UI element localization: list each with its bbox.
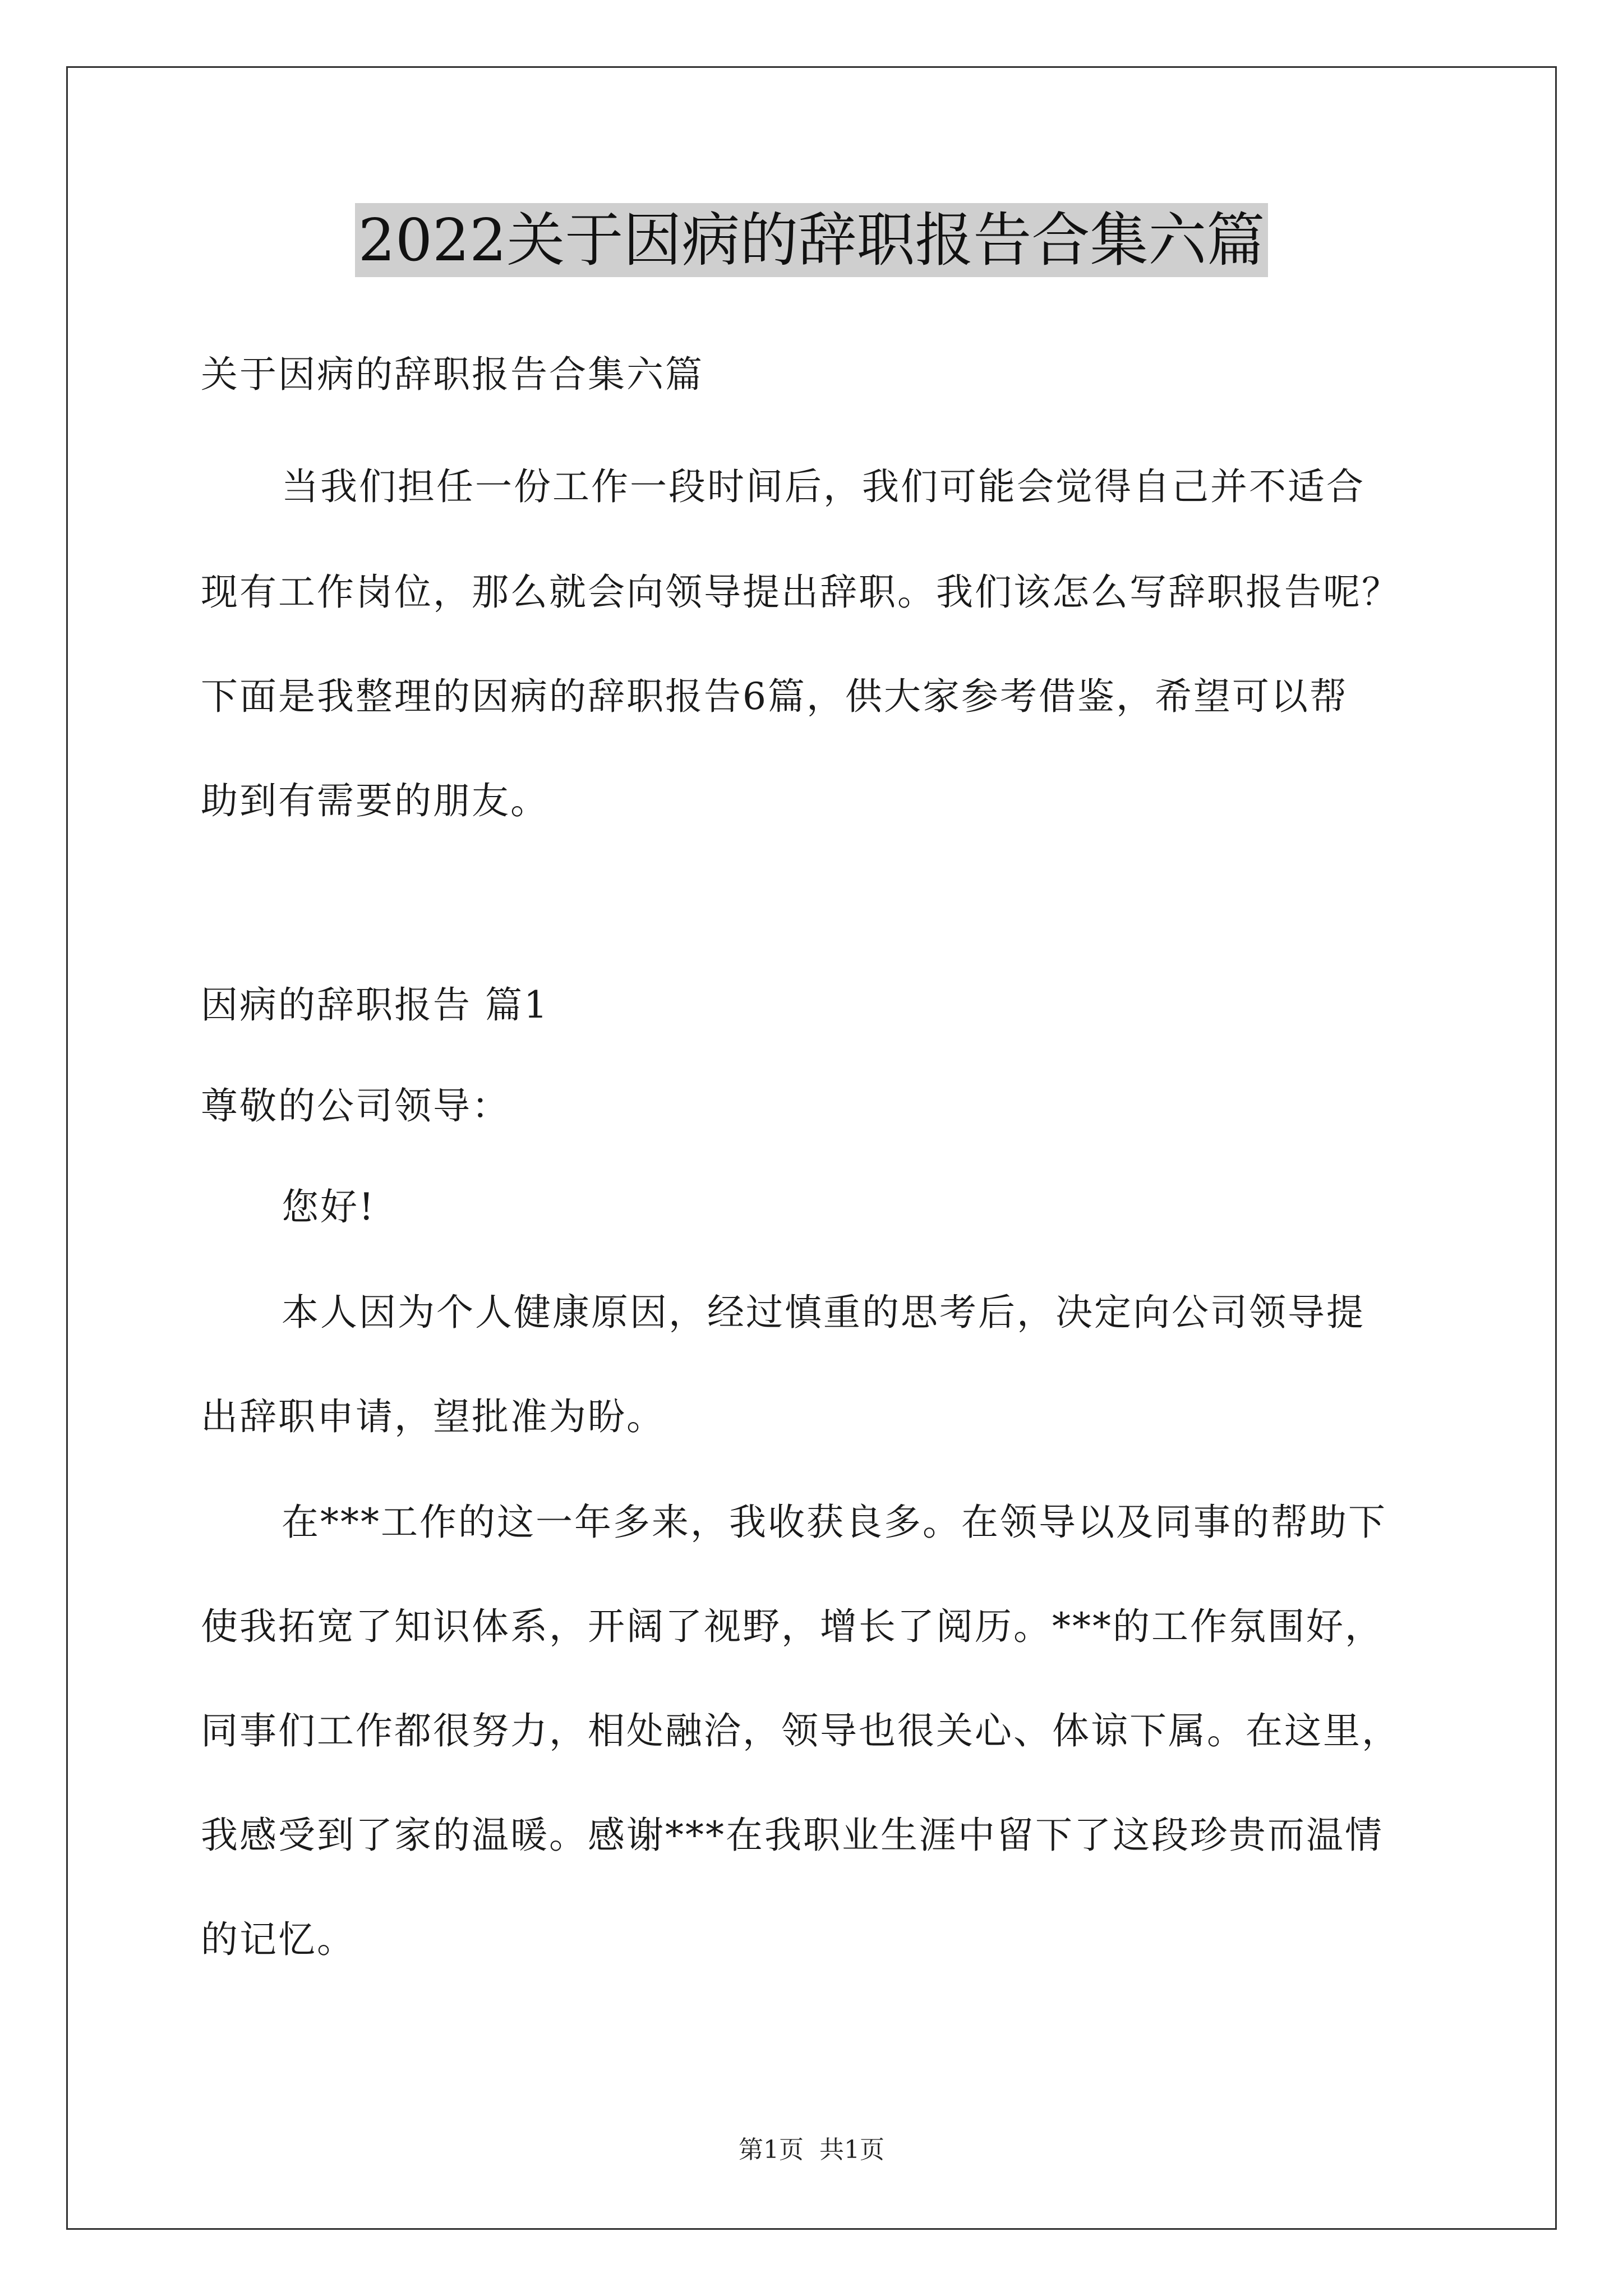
intro-line: 下面是我整理的因病的辞职报告6篇，供大家参考借鉴，希望可以帮 [201,675,1348,718]
paragraph-line: 使我拓宽了知识体系，开阔了视野，增长了阅历。***的工作氛围好， [201,1605,1384,1648]
document-subtitle: 关于因病的辞职报告合集六篇 [201,353,704,396]
section-heading: 因病的辞职报告 篇1 [201,983,549,1027]
salutation: 尊敬的公司领导： [201,1084,510,1128]
intro-line: 现有工作岗位，那么就会向领导提出辞职。我们该怎么写辞职报告呢？ [201,570,1400,614]
paragraph-line: 本人因为个人健康原因，经过慎重的思考后，决定向公司领导提 [282,1291,1365,1334]
paragraph-line: 同事们工作都很努力，相处融洽，领导也很关心、体谅下属。在这里， [201,1709,1400,1752]
page-number: 第1页 [739,2136,804,2164]
paragraph-line: 出辞职申请，望批准为盼。 [201,1395,665,1438]
total-pages: 共1页 [819,2136,884,2164]
page-footer [0,2129,1623,2165]
greeting: 您好! [282,1185,376,1228]
title-wrap [0,203,1623,277]
paragraph-line: 在***工作的这一年多来，我收获良多。在领导以及同事的帮助下 [282,1501,1387,1544]
intro-line: 当我们担任一份工作一段时间后，我们可能会觉得自己并不适合 [282,465,1365,508]
paragraph-line: 我感受到了家的温暖。感谢***在我职业生涯中留下了这段珍贵而温情 [201,1814,1384,1857]
document-title: 2022关于因病的辞职报告合集六篇 [355,203,1269,277]
paragraph-line: 的记忆。 [201,1918,356,1961]
intro-line: 助到有需要的朋友。 [201,779,549,822]
